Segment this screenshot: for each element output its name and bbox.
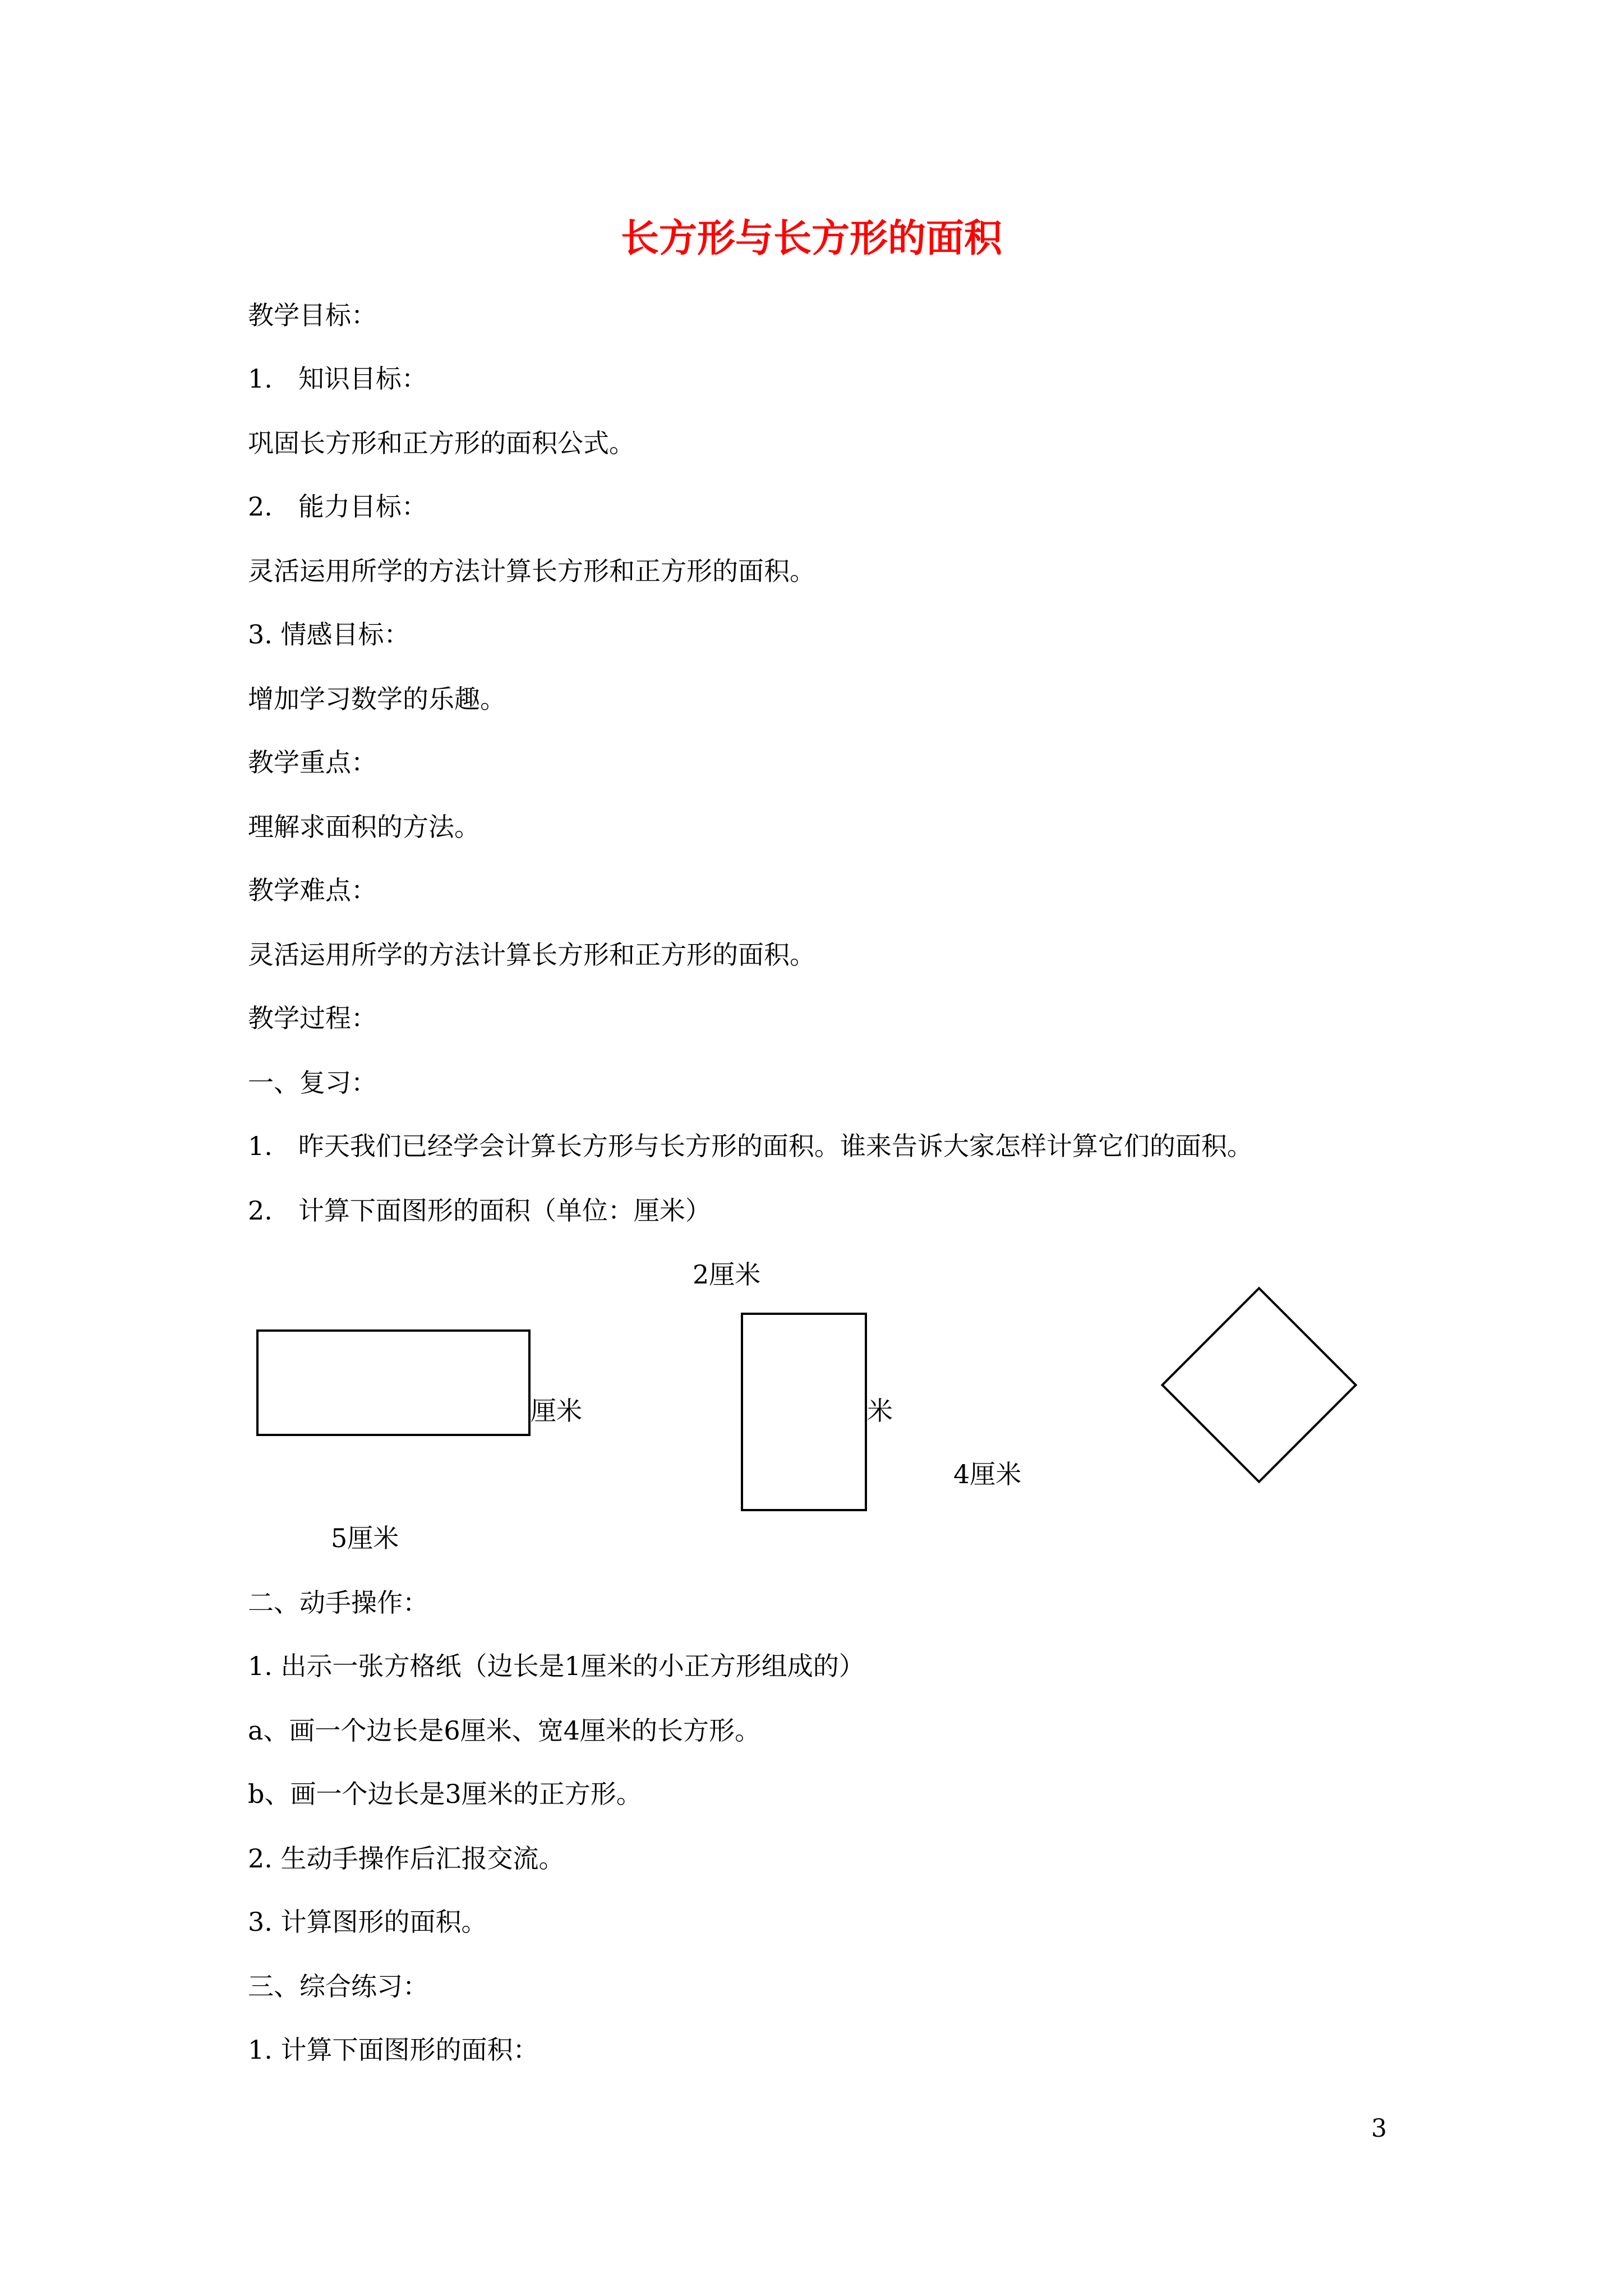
text-line: 教学难点： (248, 875, 377, 905)
label-4cm: 4厘米 (953, 1459, 1022, 1489)
text-line: 二、动手操作： (248, 1588, 428, 1618)
text-line: 1. 计算下面图形的面积： (248, 2035, 539, 2065)
page-number: 3 (1371, 2114, 1387, 2143)
text-line: 1. 出示一张方格纸（边长是1厘米的小正方形组成的） (248, 1651, 865, 1681)
text-line: 教学目标： (248, 300, 377, 330)
text-line: 增加学习数学的乐趣。 (248, 684, 506, 714)
label-2cm: 2厘米 (693, 1259, 761, 1290)
text-line: 灵活运用所学的方法计算长方形和正方形的面积。 (248, 556, 815, 586)
text-line: 2. 生动手操作后汇报交流。 (248, 1843, 565, 1874)
label-5cm: 5厘米 (331, 1523, 399, 1553)
text-line: 1. 知识目标： (248, 364, 427, 394)
text-line: 1. 昨天我们已经学会计算长方形与长方形的面积。谁来告诉大家怎样计算它们的面积。 (248, 1131, 1253, 1161)
text-line: 灵活运用所学的方法计算长方形和正方形的面积。 (248, 940, 815, 970)
text-line: 3. 计算图形的面积。 (248, 1907, 487, 1937)
text-line: b、画一个边长是3厘米的正方形。 (248, 1779, 642, 1809)
text-line: 2. 能力目标： (248, 491, 427, 522)
tall-rectangle (741, 1313, 867, 1511)
text-line: 教学重点： (248, 747, 377, 777)
text-line: 理解求面积的方法。 (248, 812, 480, 842)
label-tall-side: 米 (867, 1396, 893, 1426)
text-line: 教学过程： (248, 1003, 377, 1033)
text-line: a、画一个边长是6厘米、宽4厘米的长方形。 (248, 1715, 760, 1746)
text-line: 3. 情感目标： (248, 619, 410, 650)
text-line: 三、综合练习： (248, 1971, 428, 2001)
text-line: 一、复习： (248, 1068, 377, 1098)
wide-rectangle (256, 1329, 531, 1436)
label-rect-side: 厘米 (531, 1396, 582, 1426)
text-line: 巩固长方形和正方形的面积公式。 (248, 428, 635, 458)
diamond-square (1161, 1287, 1358, 1484)
document-title: 长方形与长方形的面积 (620, 216, 1002, 261)
text-line: 2. 计算下面图形的面积（单位：厘米） (248, 1195, 711, 1226)
